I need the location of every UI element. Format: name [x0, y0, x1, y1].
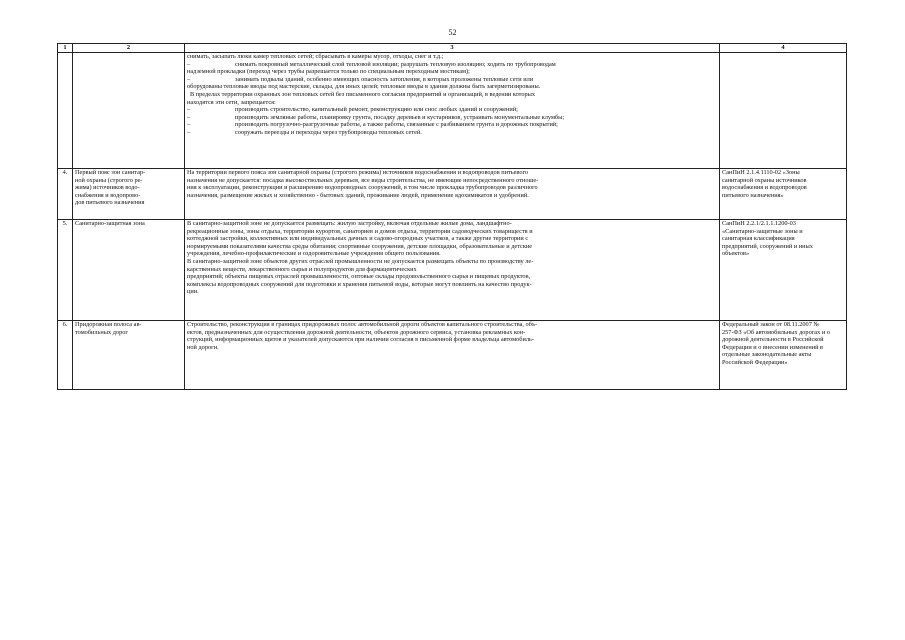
restriction-text	[187, 220, 717, 296]
text-line: На территории первого пояса зон санитарной охраны (строгого режима) источников водоснабжения и водопроводов питьевого	[187, 169, 529, 176]
text-line: предприятий, сооружений и иных	[722, 242, 813, 250]
cell-restrictions	[185, 321, 720, 390]
text-line: отдельные законодательные акты	[722, 351, 812, 359]
bullet-text: сооружать переезды и переходы через трубопроводы тепловых сетей.	[235, 128, 422, 136]
text-line: предприятий; объекты пищевых отраслей промышленности, оптовые склады продовольственного сырья и пищевых продуктов,	[187, 273, 531, 281]
text-line: Российской Федерации»	[722, 358, 788, 366]
text-line: находятся эти сети, запрещается:	[187, 98, 276, 106]
text-line: «Санитарно-защитные зоны и	[722, 227, 803, 235]
text-line: томобильных дорог	[75, 328, 128, 336]
bullet-text: производить погрузочно-разгрузочные работы, а также работы, связанные с разбиванием грунта и дорожных покрытий;	[235, 121, 558, 129]
text-line: назначения не допускается: посадка высокоствольных деревьев, все виды строительства, не имеющие непосредственного отноше-	[187, 176, 539, 184]
bullet-line	[187, 114, 717, 122]
text-line: дов питьевого назначения	[75, 199, 145, 207]
text-line: рекреационные зоны, зоны отдыха, территории курортов, санаториев и домов отдыха, территории садоводческих товариществ и	[187, 227, 533, 235]
text-line: питьевого назначения»	[722, 191, 784, 199]
zone-name	[75, 321, 182, 336]
header-col-3: 3	[185, 44, 720, 53]
cell-restrictions	[185, 53, 720, 169]
text-line: санитарная классификация	[722, 235, 795, 243]
text-line: комплексы водопроводных сооружений для подготовки и хранения питьевой воды, которые могут повлиять на качество продук-	[187, 280, 532, 288]
header-col-4: 4	[720, 44, 847, 53]
restriction-text	[187, 169, 717, 199]
table-row-6	[58, 321, 847, 390]
cell-source	[720, 220, 847, 321]
dash-marker: –	[187, 121, 191, 129]
text-line: учреждения, лечебно-профилактические и оздоровительные учреждения общего пользования.	[187, 250, 441, 258]
table-row-5	[58, 220, 847, 321]
text-line: карственных веществ, лекарственного сырья и полупродуктов для фармацевтических	[187, 265, 417, 273]
text-line: санитарной охраны источников	[722, 176, 807, 184]
text-line: снимать, засыпать люки камер тепловых сетей; сбрасывать в камеры мусор, отходы, снег и т.д.;	[187, 53, 444, 60]
table-row-continuation	[58, 53, 847, 169]
table-row-4	[58, 169, 847, 220]
text-line: водоснабжения и водопроводов	[722, 184, 807, 192]
bullet-line	[187, 61, 717, 69]
cell-source	[720, 169, 847, 220]
text-line: объектов»	[722, 250, 750, 258]
bullet-line	[187, 106, 717, 114]
legal-source	[722, 220, 844, 258]
text-line: нормируемыми показателями качества среды обитания; спортивные сооружения, детские площадки, образовательные и детские	[187, 242, 533, 250]
bullet-text: снимать покровный металлический слой тепловой изоляции; разрушать тепловую изоляцию; ходить по трубопроводам	[235, 60, 556, 68]
dash-marker: –	[187, 106, 191, 114]
restrictions-table	[57, 43, 847, 390]
text-line: снабжения и водопрово-	[75, 191, 141, 199]
text-line: ции.	[187, 288, 199, 296]
zone-name	[75, 169, 182, 207]
row-number: 5.	[58, 220, 73, 321]
text-line: жима) источников водо-	[75, 184, 140, 192]
bullet-line	[187, 121, 717, 129]
cell-source	[720, 53, 847, 169]
header-col-1: 1	[58, 44, 73, 53]
text-line: оборудованы тепловые вводы под мастерские, склады, для иных целей; тепловые вводы в здания должны быть загерметизированы.	[187, 83, 541, 91]
cell-zone	[73, 321, 185, 390]
text-line: 257-ФЗ «Об автомобильных дорогах и о	[722, 328, 830, 336]
text-line: В санитарно-защитной зоне не допускается размещать: жилую застройку, включая отдельные жилые дома, ландшафтно-	[187, 220, 512, 227]
zone-name	[75, 220, 182, 228]
text-line: Федеральный закон от 08.11.2007 №	[722, 321, 820, 328]
cell-zone	[73, 53, 185, 169]
dash-marker: –	[187, 128, 191, 136]
cell-restrictions	[185, 220, 720, 321]
legal-source	[722, 169, 844, 199]
bullet-text: производить земляные работы, планировку грунта, посадку деревьев и кустарников, устраивать монументальные клумбы;	[235, 113, 565, 121]
text-line: ектов, предназначенных для осуществления дорожной деятельности, объектов дорожного сервиса, установка рекламных кон-	[187, 328, 526, 336]
row-number: 4.	[58, 169, 73, 220]
text-line: ной дороги.	[187, 343, 219, 351]
cell-zone	[73, 169, 185, 220]
cell-zone	[73, 220, 185, 321]
restriction-text	[187, 321, 717, 351]
text-line: струкций, информационных щитов и указателей допускаются при наличии согласия в письменной форме владельца автомобиль-	[187, 336, 534, 344]
text-line: Придорожная полоса ав-	[75, 321, 142, 328]
row-number: 6.	[58, 321, 73, 390]
text-line: Строительство, реконструкция в границах придорожных полос автомобильной дороги объектов капитального строительства, объ-	[187, 321, 538, 328]
legal-source	[722, 321, 844, 367]
bullet-line	[187, 129, 717, 137]
header-row	[58, 44, 847, 53]
text-line: назначения, размещение жилых и хозяйственно - бытовых зданий, проживание людей, применение ядохимикатов и удобрений.	[187, 191, 529, 199]
cell-num	[58, 53, 73, 169]
text-line: В санитарно-защитной зоне объектов других отраслей промышленности не допускается размещать объекты по производству ле-	[187, 257, 534, 265]
text-line: СанПиН 2.2.1/2.1.1.1200-03	[722, 220, 796, 227]
text-line: Первый пояс зон санитар-	[75, 169, 146, 176]
text-line: надземной прокладки (переход через трубы разрешается только по специальным переходным мостикам);	[187, 68, 470, 76]
bullet-line	[187, 76, 717, 84]
dash-marker: –	[187, 113, 191, 121]
bullet-text: занимать подвалы зданий, особенно имеющих опасность затопления, в которых проложены тепловые сети или	[235, 75, 534, 83]
text-line: дорожной деятельности в Российской	[722, 336, 824, 344]
text-line: коттеджной застройки, коллективных или индивидуальных дачных и садово-огородных участков, а также другие территории с	[187, 235, 529, 243]
text-line: ной охраны (строгого ре-	[75, 176, 143, 184]
bullet-text: производить строительство, капитальный ремонт, реконструкцию или снос любых зданий и сооружений;	[235, 106, 518, 114]
text-line: Санитарно-защитная зона	[75, 220, 145, 227]
dash-marker: –	[187, 75, 191, 83]
text-line: В пределах территории охранных зон тепловых сетей без письменного согласия предприятий и организаций, в ведении которых	[190, 90, 536, 98]
page-number: 52	[448, 28, 457, 37]
header-col-2: 2	[73, 44, 185, 53]
cell-source	[720, 321, 847, 390]
text-line: СанПиН 2.1.4.1110-02 «Зоны	[722, 169, 800, 176]
continuation-text	[187, 53, 717, 137]
text-line: ния к эксплуатации, реконструкции и расширению водопроводных сооружений, в том числе прокладка трубопроводов различного	[187, 184, 538, 192]
text-line: Федерации и о внесении изменений в	[722, 343, 823, 351]
dash-marker: –	[187, 60, 191, 68]
cell-restrictions	[185, 169, 720, 220]
